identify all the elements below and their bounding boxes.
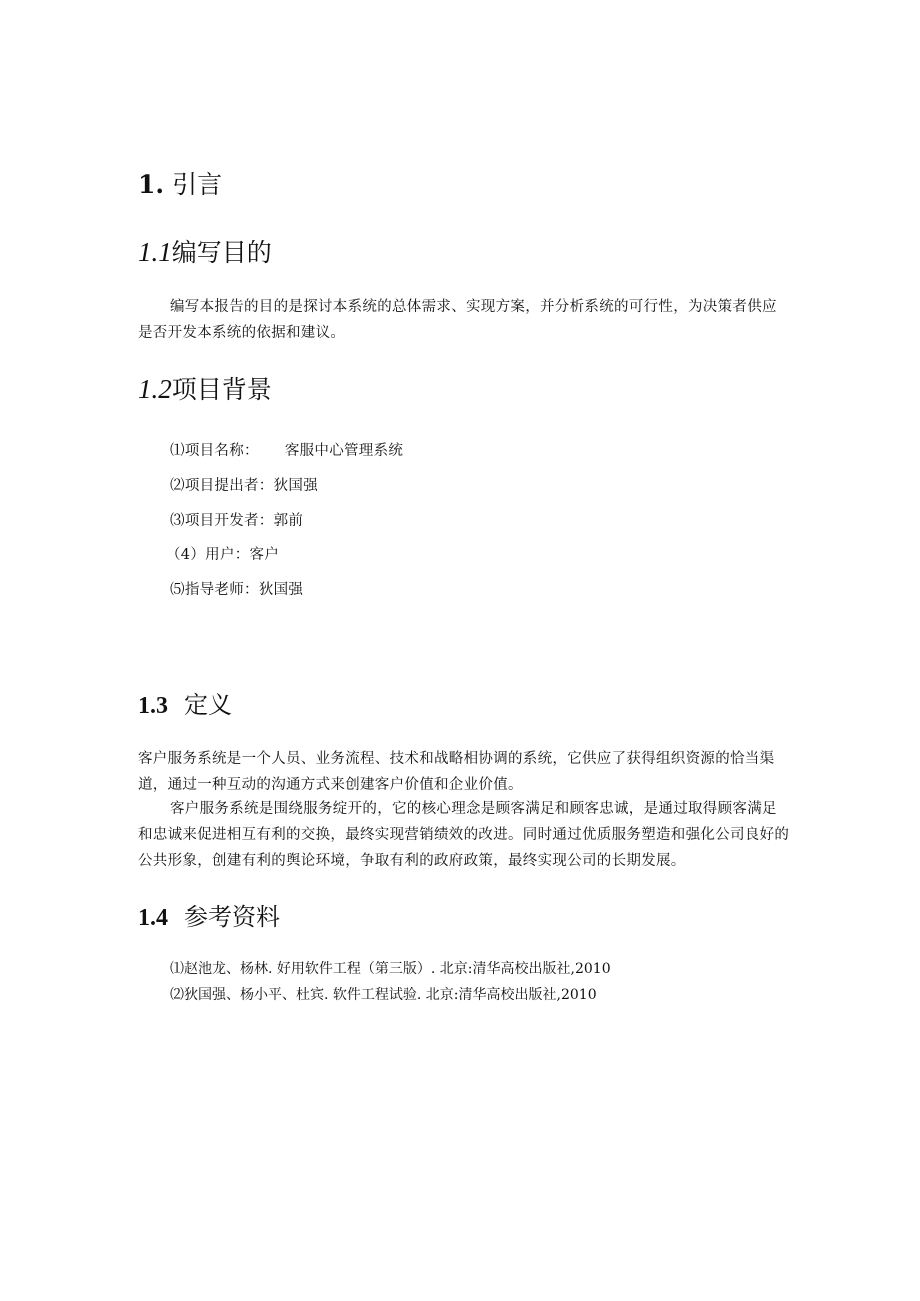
- background-item-3: [170, 511, 303, 531]
- background-item-4: [166, 545, 279, 565]
- background-item-2-marker: ⑵: [170, 478, 185, 494]
- section-1-3-number: 1.3: [138, 693, 168, 719]
- section-1-3-paragraph-1: 客户服务系统是一个人员、业务流程、技术和战略相协调的系统，它供应了获得组织资源的恰当渠道，通过一种互动的沟通方式来创建客户价值和企业价值。: [138, 751, 775, 793]
- reference-item-2-text: 狄国强、杨小平、杜宾. 软件工程试验. 北京:清华高校出版社,2010: [184, 987, 597, 1003]
- background-item-3-marker: ⑶: [170, 513, 185, 529]
- section-1-3-title: 定义: [184, 691, 232, 719]
- background-item-1: [170, 441, 403, 461]
- background-item-3-label: 项目开发者：: [184, 513, 274, 529]
- reference-item-1: [170, 959, 611, 979]
- background-item-5-label: 指导老师：: [184, 582, 259, 598]
- background-item-5-marker: ⑸: [170, 582, 185, 598]
- section-1-2-heading: [138, 374, 272, 405]
- section-1-3-heading: [138, 690, 232, 721]
- section-1-4-number: 1.4: [138, 905, 168, 931]
- background-item-4-marker: （4）: [166, 547, 206, 563]
- section-1-1-number: 1.1: [138, 237, 172, 267]
- reference-item-1-marker: ⑴: [170, 961, 184, 977]
- reference-item-1-text: 赵池龙、杨林. 好用软件工程（第三版）. 北京:清华高校出版社,2010: [184, 961, 611, 977]
- section-1-2-number: 1.2: [138, 374, 172, 404]
- background-item-2-value: 狄国强: [273, 478, 319, 494]
- background-item-4-value: 客户: [249, 547, 280, 563]
- background-item-2: [170, 476, 318, 496]
- section-1-title: 引言: [172, 170, 223, 199]
- section-1-1-paragraph: 编写本报告的目的是探讨本系统的总体需求、实现方案，并分析系统的可行性，为决策者供应是否开发本系统的依据和建议。: [138, 299, 777, 341]
- reference-item-2: [170, 985, 597, 1005]
- section-1-heading: [138, 170, 222, 200]
- background-item-5: [170, 580, 303, 600]
- background-item-4-label: 用户：: [205, 547, 250, 563]
- section-1-number: 1.: [138, 170, 165, 199]
- background-item-1-label: 项目名称：: [184, 443, 259, 459]
- background-item-1-value: 客服中心管理系统: [284, 443, 404, 459]
- reference-item-2-marker: ⑵: [170, 987, 184, 1003]
- section-1-3-paragraph-2: 客户服务系统是围绕服务绽开的，它的核心理念是顾客满足和顾客忠诚，是通过取得顾客满足和忠诚来促进相互有利的交换，最终实现营销绩效的改进。同时通过优质服务塑造和强化公司良好的公共形象，创建有利的舆论环境，争取有利的政府政策，最终实现公司的长期发展。: [138, 801, 790, 869]
- background-item-1-marker: ⑴: [170, 443, 185, 459]
- section-1-1-heading: [138, 237, 272, 268]
- section-1-2-title: 项目背景: [171, 375, 272, 404]
- background-item-5-value: 狄国强: [258, 582, 304, 598]
- background-item-2-label: 项目提出者：: [184, 478, 274, 494]
- section-1-1-title: 编写目的: [171, 238, 272, 267]
- background-item-3-value: 郭前: [273, 513, 304, 529]
- section-1-4-heading: [138, 902, 280, 933]
- section-1-4-title: 参考资料: [184, 903, 280, 931]
